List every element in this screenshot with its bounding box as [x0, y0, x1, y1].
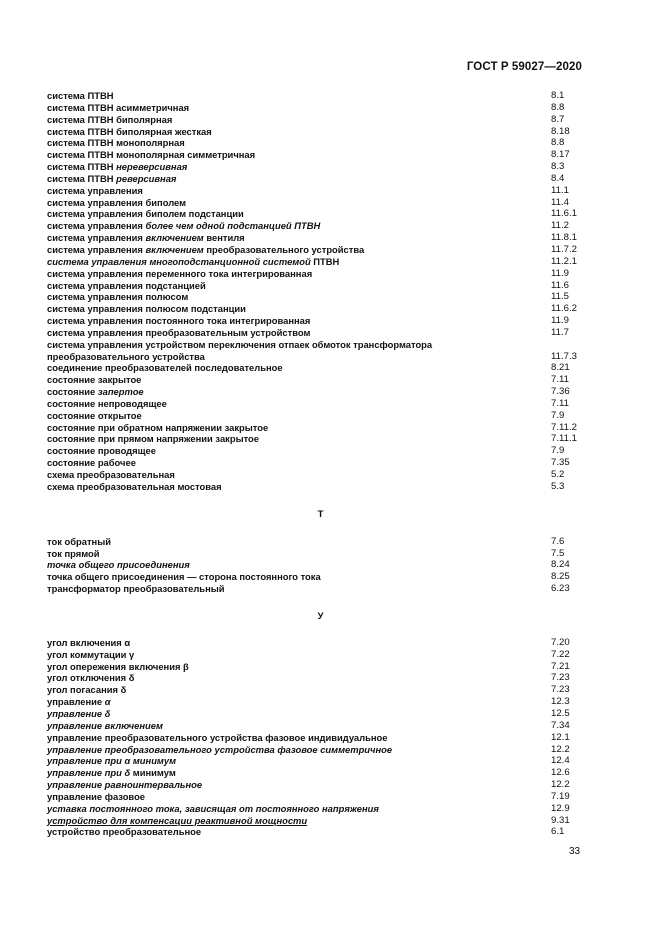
index-reference-number: 8.8	[551, 137, 565, 149]
index-term	[47, 185, 517, 197]
term-text: ток прямой	[47, 547, 100, 559]
term-post: ПТВН	[310, 255, 340, 267]
term-text: схема преобразовательная	[47, 469, 175, 480]
term-text: система управления полюсом подстанции	[47, 303, 246, 315]
term-text: соединение преобразователей последовательное	[47, 362, 283, 374]
term-pre: система управления	[47, 220, 146, 232]
index-entry	[47, 433, 578, 445]
index-reference-number: 11.6.2	[551, 303, 577, 315]
term-text: состояние при обратном напряжении закрытое	[47, 421, 269, 433]
index-reference-number: 7.5	[551, 547, 565, 559]
term-text: система управления подстанцией	[47, 279, 206, 291]
index-reference-number: 7.35	[551, 457, 570, 469]
index-reference-number: 11.6.1	[551, 208, 577, 220]
term-it: управление δ	[47, 707, 111, 719]
index-term	[47, 481, 517, 493]
term-text: система ПТВН	[47, 90, 114, 101]
index-term	[47, 362, 517, 374]
index-reference-number: 12.6	[551, 767, 570, 779]
section-letter-t: Т	[317, 508, 324, 520]
index-term	[47, 268, 517, 280]
section-letter-u: У	[317, 610, 324, 622]
index-entry	[47, 571, 578, 583]
index-term	[47, 445, 517, 457]
index-term	[47, 220, 517, 232]
index-entry	[47, 445, 578, 457]
index-entry	[47, 672, 578, 684]
index-reference-number: 7.11.1	[551, 433, 577, 445]
index-term	[47, 256, 517, 268]
index-reference-number: 12.2	[551, 743, 570, 755]
index-entry	[47, 327, 578, 339]
index-entry	[47, 637, 578, 649]
term-pre: система управления	[47, 232, 146, 244]
index-reference-number: 8.21	[551, 362, 570, 374]
index-term	[47, 244, 517, 256]
term-post: вентиля	[203, 232, 245, 244]
index-term	[47, 303, 517, 315]
term-it: включением	[145, 243, 204, 255]
index-term	[47, 661, 517, 673]
index-reference-number: 11.5	[551, 291, 569, 303]
document-header: ГОСТ Р 59027—2020	[466, 61, 582, 73]
index-entry	[47, 559, 578, 571]
index-reference-number: 11.1	[551, 184, 569, 196]
index-reference-number: 11.7.2	[551, 243, 577, 255]
term-text: угол погасания δ	[47, 684, 127, 696]
index-reference-number: 5.3	[551, 480, 565, 492]
term-it: нереверсивная	[116, 161, 188, 173]
term-it: точка общего присоединения	[47, 559, 190, 571]
index-entry	[47, 720, 578, 732]
index-entry	[47, 256, 578, 268]
index-reference-number: 11.2	[551, 220, 569, 232]
index-entry	[47, 244, 578, 256]
index-entry	[47, 803, 578, 815]
term-text: система ПТВН монополярная симметричная	[47, 149, 256, 161]
index-reference-number: 7.11	[551, 397, 569, 409]
term-text: система управления полюсом	[47, 291, 189, 303]
term-text: система управления устройством переключения отпаек обмоток трансформатора преобразовательного устройства	[47, 338, 433, 362]
index-reference-number: 8.4	[551, 172, 565, 184]
term-text: система ПТВН биполярная жесткая	[47, 125, 212, 137]
index-term	[47, 744, 517, 756]
term-it: запертое	[97, 386, 144, 398]
index-entry	[47, 173, 578, 185]
index-reference-number: 6.23	[551, 583, 570, 595]
index-entry	[47, 422, 578, 434]
term-text: система управления переменного тока интегрированная	[47, 267, 313, 279]
term-text: управление преобразовательного устройства фазовое индивидуальное	[47, 731, 388, 743]
index-term	[47, 232, 517, 244]
index-entry	[47, 268, 578, 280]
term-it: включением	[145, 232, 204, 244]
index-reference-number: 11.7.3	[551, 350, 577, 362]
index-term	[47, 571, 517, 583]
term-text: трансформатор преобразовательный	[47, 583, 225, 595]
index-reference-number: 5.2	[551, 469, 565, 480]
index-entry	[47, 197, 578, 209]
index-reference-number: 8.25	[551, 571, 570, 583]
term-it: устройство для компенсации реактивной мощности	[47, 814, 308, 826]
index-reference-number: 7.20	[551, 636, 570, 648]
term-it: уставка постоянного тока, зависящая от постоянного напряжения	[47, 802, 379, 814]
term-text: состояние непроводящее	[47, 397, 167, 409]
index-term	[47, 815, 517, 827]
term-it: управление при δ	[47, 767, 131, 779]
index-reference-number: 12.9	[551, 802, 570, 814]
term-it: α	[104, 696, 111, 708]
index-entry	[47, 232, 578, 244]
index-term	[47, 197, 517, 209]
index-term	[47, 339, 517, 363]
index-term	[47, 583, 517, 595]
index-term	[47, 280, 517, 292]
section-s-list	[47, 90, 578, 493]
index-reference-number: 7.23	[551, 672, 570, 684]
page-number: 33	[569, 846, 581, 857]
index-term	[47, 315, 517, 327]
index-reference-number: 12.3	[551, 696, 570, 708]
term-text: угол коммутации γ	[47, 648, 135, 660]
index-entry	[47, 303, 578, 315]
index-reference-number: 7.21	[551, 660, 570, 672]
index-term	[47, 637, 517, 649]
index-term	[47, 755, 517, 767]
index-reference-number: 7.9	[551, 445, 565, 457]
index-entry	[47, 744, 578, 756]
index-term	[47, 536, 517, 548]
term-text: состояние открытое	[47, 409, 142, 421]
index-term	[47, 779, 517, 791]
index-entry	[47, 457, 578, 469]
term-it: управление включением	[47, 719, 163, 731]
index-entry	[47, 280, 578, 292]
term-pre: управление	[47, 696, 105, 708]
term-text: угол отключения δ	[47, 672, 135, 684]
index-entry	[47, 374, 578, 386]
term-text: ток обратный	[47, 535, 111, 547]
index-entry	[47, 339, 578, 363]
index-term	[47, 791, 517, 803]
index-entry	[47, 767, 578, 779]
index-term	[47, 114, 517, 126]
index-entry	[47, 315, 578, 327]
term-text: состояние при прямом напряжении закрытое	[47, 433, 259, 445]
term-text: система ПТВН монополярная	[47, 137, 185, 149]
index-reference-number: 7.19	[551, 790, 570, 802]
index-term	[47, 548, 517, 560]
index-reference-number: 12.4	[551, 755, 570, 767]
index-reference-number: 8.7	[551, 113, 565, 125]
index-reference-number: 6.1	[551, 826, 565, 838]
index-reference-number: 9.31	[551, 814, 570, 826]
index-entry	[47, 661, 578, 673]
term-text: состояние закрытое	[47, 374, 142, 386]
term-it: реверсивная	[116, 172, 177, 184]
index-reference-number: 7.23	[551, 684, 570, 696]
index-reference-number: 8.18	[551, 125, 570, 137]
term-text: система ПТВН биполярная	[47, 113, 173, 125]
index-entry	[47, 220, 578, 232]
index-entry	[47, 410, 578, 422]
term-pre: система ПТВН	[47, 161, 117, 173]
term-text: угол включения α	[47, 636, 131, 648]
index-entry	[47, 185, 578, 197]
index-reference-number: 11.4	[551, 196, 569, 208]
index-entry	[47, 114, 578, 126]
index-term	[47, 559, 517, 571]
index-term	[47, 720, 517, 732]
index-term	[47, 102, 517, 114]
index-entry	[47, 826, 578, 838]
term-text: система управления биполем подстанции	[47, 208, 244, 220]
index-term	[47, 327, 517, 339]
term-text: угол опережения включения β	[47, 660, 189, 672]
index-entry	[47, 90, 578, 102]
term-it: управление при α минимум	[47, 755, 177, 767]
index-entry	[47, 536, 578, 548]
index-entry	[47, 291, 578, 303]
index-entry	[47, 208, 578, 220]
index-entry	[47, 161, 578, 173]
index-reference-number: 11.9	[551, 267, 569, 279]
index-entry	[47, 137, 578, 149]
term-text: состояние рабочее	[47, 457, 136, 469]
index-entry	[47, 126, 578, 138]
index-entry	[47, 779, 578, 791]
index-entry	[47, 102, 578, 114]
term-it: более чем одной подстанцией ПТВН	[145, 220, 321, 232]
index-term	[47, 696, 517, 708]
term-pre: состояние	[47, 386, 98, 398]
index-term	[47, 291, 517, 303]
term-it: управление преобразовательного устройства фазовое симметричное	[47, 743, 393, 755]
index-term	[47, 374, 517, 386]
index-reference-number: 11.9	[551, 315, 569, 327]
term-pre: система управления	[47, 243, 146, 255]
index-term	[47, 708, 517, 720]
index-term	[47, 803, 517, 815]
index-entry	[47, 583, 578, 595]
term-text: система управления преобразовательным устройством	[47, 326, 311, 338]
index-term	[47, 826, 517, 838]
index-term	[47, 161, 517, 173]
index-reference-number: 7.11	[551, 374, 569, 386]
term-text: точка общего присоединения — сторона постоянного тока	[47, 571, 321, 583]
index-reference-number: 7.9	[551, 409, 565, 421]
term-text: система ПТВН асимметричная	[47, 101, 190, 113]
index-entry	[47, 696, 578, 708]
index-entry	[47, 548, 578, 560]
index-term	[47, 457, 517, 469]
index-reference-number: 8.1	[551, 90, 565, 101]
term-text: управление фазовое	[47, 790, 146, 802]
index-entry	[47, 149, 578, 161]
term-post: преобразовательного устройства	[203, 243, 365, 255]
index-reference-number: 8.17	[551, 149, 570, 161]
index-reference-number: 8.3	[551, 161, 565, 173]
index-term	[47, 208, 517, 220]
term-text: схема преобразовательная мостовая	[47, 480, 222, 492]
index-entry	[47, 469, 578, 481]
index-entry	[47, 708, 578, 720]
term-it: управление равноинтервальное	[47, 779, 203, 791]
index-entry	[47, 684, 578, 696]
index-reference-number: 7.34	[551, 719, 570, 731]
index-reference-number: 7.11.2	[551, 421, 577, 433]
index-term	[47, 137, 517, 149]
index-content	[47, 90, 578, 838]
term-post: минимум	[130, 767, 176, 779]
index-entry	[47, 732, 578, 744]
index-entry	[47, 791, 578, 803]
index-term	[47, 732, 517, 744]
index-entry	[47, 362, 578, 374]
section-t-list	[47, 536, 578, 595]
term-it: система управления многоподстанционной системой	[47, 255, 311, 267]
index-reference-number: 8.24	[551, 559, 570, 571]
index-entry	[47, 398, 578, 410]
index-reference-number: 8.8	[551, 101, 565, 113]
index-term	[47, 649, 517, 661]
term-text: система управления биполем	[47, 196, 187, 208]
index-term	[47, 90, 517, 102]
index-reference-number: 7.36	[551, 386, 570, 398]
term-pre: система ПТВН	[47, 172, 117, 184]
index-reference-number: 12.2	[551, 779, 570, 791]
index-term	[47, 672, 517, 684]
term-text: устройство преобразовательное	[47, 826, 202, 838]
index-reference-number: 11.8.1	[551, 232, 577, 244]
index-reference-number: 11.6	[551, 279, 569, 291]
index-entry	[47, 649, 578, 661]
term-text: система управления постоянного тока интегрированная	[47, 315, 311, 327]
index-term	[47, 469, 517, 481]
term-text: состояние проводящее	[47, 445, 156, 457]
index-term	[47, 410, 517, 422]
section-u-list	[47, 637, 578, 838]
index-term	[47, 684, 517, 696]
index-reference-number: 11.7	[551, 326, 569, 338]
index-reference-number: 7.6	[551, 535, 565, 547]
index-entry	[47, 481, 578, 493]
index-term	[47, 422, 517, 434]
index-entry	[47, 755, 578, 767]
index-term	[47, 173, 517, 185]
term-text: система управления	[47, 184, 143, 196]
index-entry	[47, 386, 578, 398]
index-term	[47, 126, 517, 138]
index-term	[47, 386, 517, 398]
index-term	[47, 433, 517, 445]
index-entry	[47, 815, 578, 827]
index-reference-number: 7.22	[551, 648, 570, 660]
index-term	[47, 767, 517, 779]
index-reference-number: 12.5	[551, 707, 570, 719]
index-term	[47, 149, 517, 161]
index-reference-number: 11.2.1	[551, 255, 577, 267]
index-reference-number: 12.1	[551, 731, 570, 743]
index-term	[47, 398, 517, 410]
